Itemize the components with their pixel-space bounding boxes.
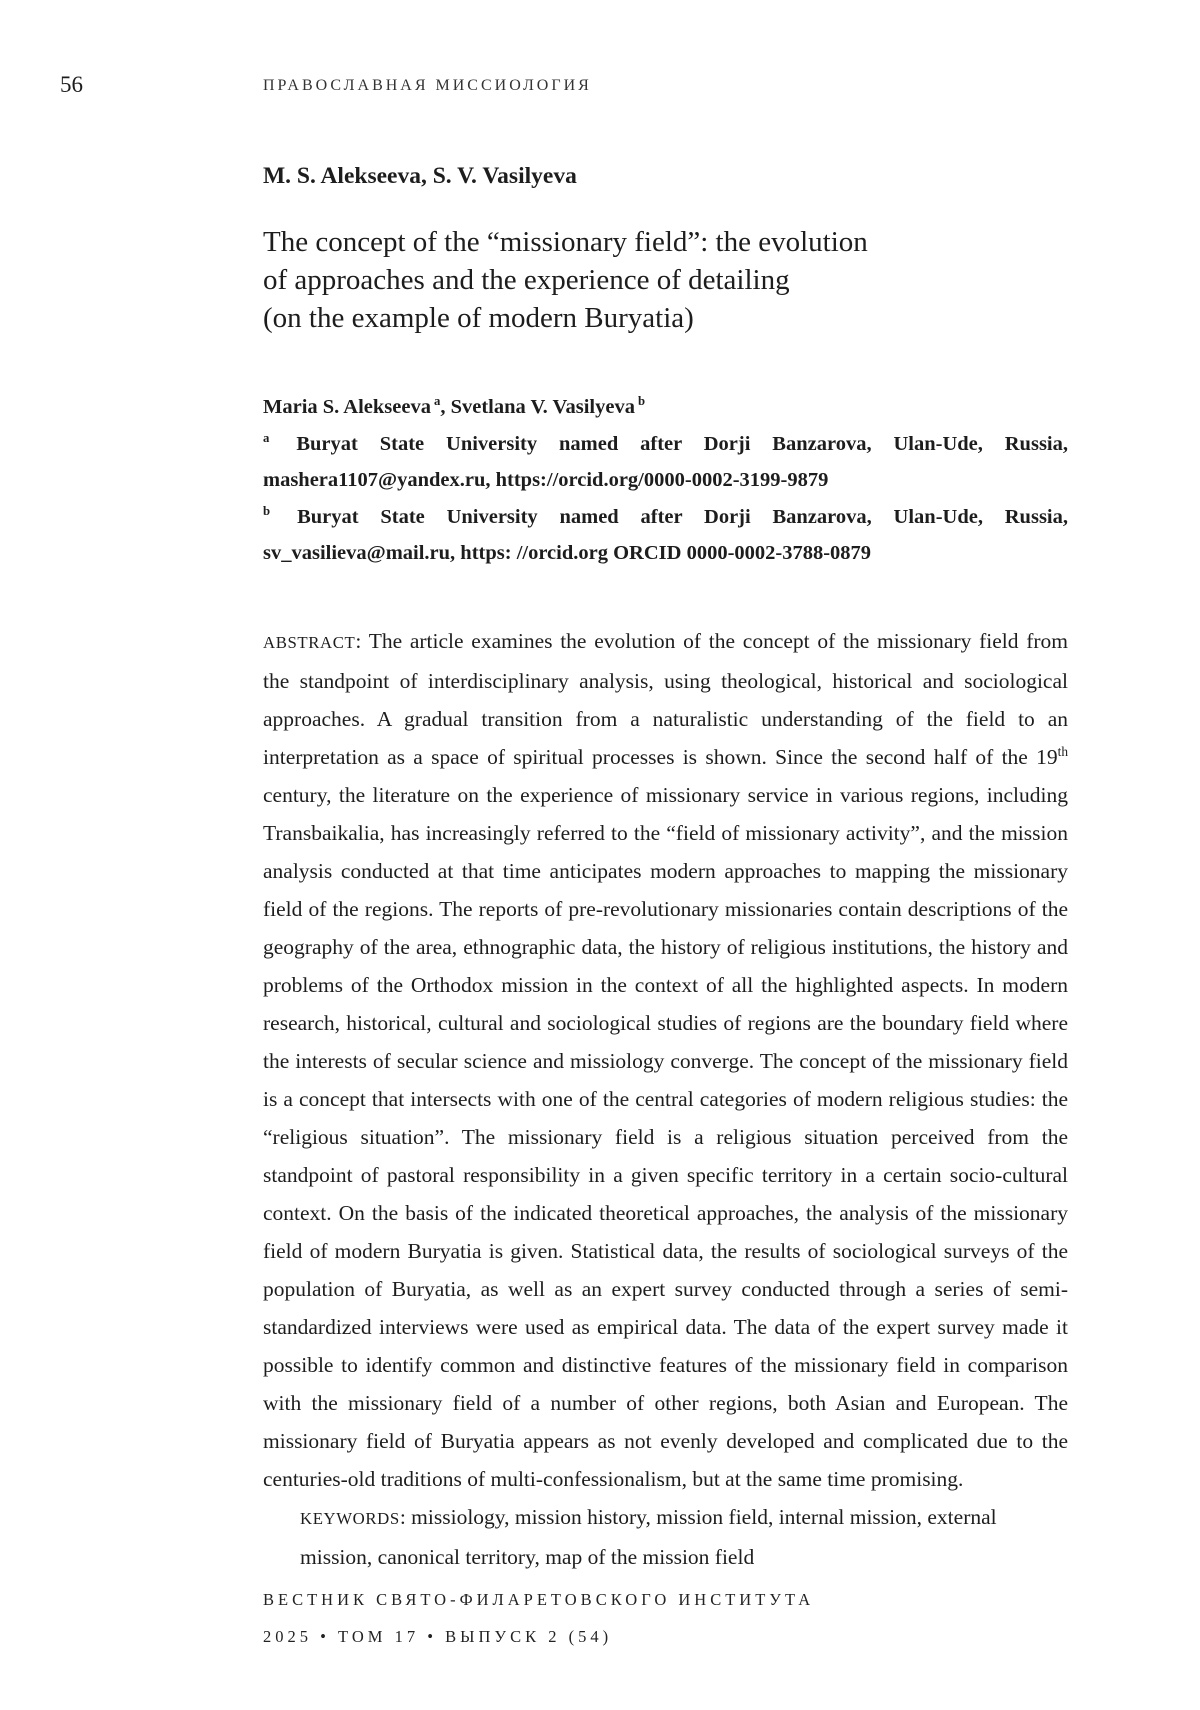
footer-issue-line: 2025 • ТОМ 17 • ВЫПУСК 2 (54) — [263, 1627, 613, 1646]
author-name-b: Svetlana V. Vasilyeva — [450, 396, 635, 418]
affiliation-a-marker: a — [263, 430, 270, 445]
affiliation-b — [263, 499, 1068, 572]
author-marker-a: a — [433, 394, 441, 409]
affiliation-a-text: Buryat State University named after Dorji Banzarova, Ulan-Ude, Russia, mashera1107@yandex.ru, https://orcid.org/0000-0002-3199-9879 — [263, 432, 1068, 491]
keywords-paragraph — [300, 1498, 1068, 1576]
affiliation-a — [263, 426, 1068, 499]
title-line-1: The concept of the “missionary field”: the evolution — [263, 226, 868, 258]
article-byline: M. S. Alekseeva, S. V. Vasilyeva — [263, 163, 577, 189]
abstract-paragraph — [263, 622, 1068, 1498]
running-head: ПРАВОСЛАВНАЯ МИССИОЛОГИЯ — [263, 77, 592, 94]
article-body — [263, 0, 1068, 1576]
author-marker-b: b — [637, 394, 646, 409]
affiliation-b-text: Buryat State University named after Dorji Banzarova, Ulan-Ude, Russia, sv_vasilieva@mail.ru, https: //orcid.org ORCID 0000-0002-3788-0879 — [263, 505, 1068, 564]
abstract-label: ABSTRACT — [263, 632, 356, 652]
affiliation-b-marker: b — [263, 503, 271, 518]
keywords-text: missiology, mission history, mission field, internal mission, external mission, canonical territory, map of the mission field — [300, 1504, 997, 1569]
title-line-2: of approaches and the experience of detailing — [263, 264, 790, 296]
authors-block — [263, 389, 1068, 572]
keywords-label: KEYWORDS — [300, 1508, 400, 1528]
author-name-a: Maria S. Alekseeva — [263, 396, 431, 418]
author-names — [263, 389, 1068, 426]
century-superscript: th — [1057, 743, 1068, 759]
abstract-colon: : — [355, 628, 369, 653]
journal-footer — [263, 1581, 814, 1655]
abstract-text-part-2: century, the literature on the experience of missionary service in various regions, including Transbaikalia, has increasingly referred to the “field of missionary activity”, and the mission analysis conducted at that time anticipates modern approaches to mapping the missionary field of the regions. The reports of pre-revolutionary missionaries contain descriptions of the geography of the area, ethnographic data, the history of religious institutions, the history and problems of the Orthodox mission in the context of all the highlighted aspects. In modern research, historical, cultural and sociological studies of regions are the boundary field where the interests of secular science and missiology converge. The concept of the missionary field is a concept that intersects with one of the central categories of modern religious studies: the “religious situation”. The missionary field is a religious situation perceived from the standpoint of pastoral responsibility in a given specific territory in a certain socio-cultural context. On the basis of the indicated theoretical approaches, the analysis of the missionary field of modern Buryatia is given. Statistical data, the results of sociological surveys of the population of Buryatia, as well as an expert survey conducted through a series of semi-standardized interviews were used as empirical data. The data of the expert survey made it possible to identify common and distinctive features of the missionary field in comparison with the missionary field of a number of other regions, both Asian and European. The missionary field of Buryatia appears as not evenly developed and complicated due to the centuries-old traditions of multi-confessionalism, but at the same time promising. — [263, 782, 1068, 1491]
title-line-3: (on the example of modern Buryatia) — [263, 302, 694, 334]
author-separator: , — [440, 396, 451, 418]
article-title — [263, 223, 1068, 337]
keywords-colon: : — [399, 1504, 412, 1529]
footer-journal-line: ВЕСТНИК СВЯТО-ФИЛАРЕТОВСКОГО ИНСТИТУТА — [263, 1590, 815, 1609]
abstract-text-part-1: The article examines the evolution of the concept of the missionary field from the standpoint of interdisciplinary analysis, using theological, historical and sociological approaches. A gradual transition from a naturalistic understanding of the field to an interpretation as a space of spiritual processes is shown. Since the second half of the 19 — [263, 628, 1068, 769]
page-number: 56 — [60, 72, 83, 97]
